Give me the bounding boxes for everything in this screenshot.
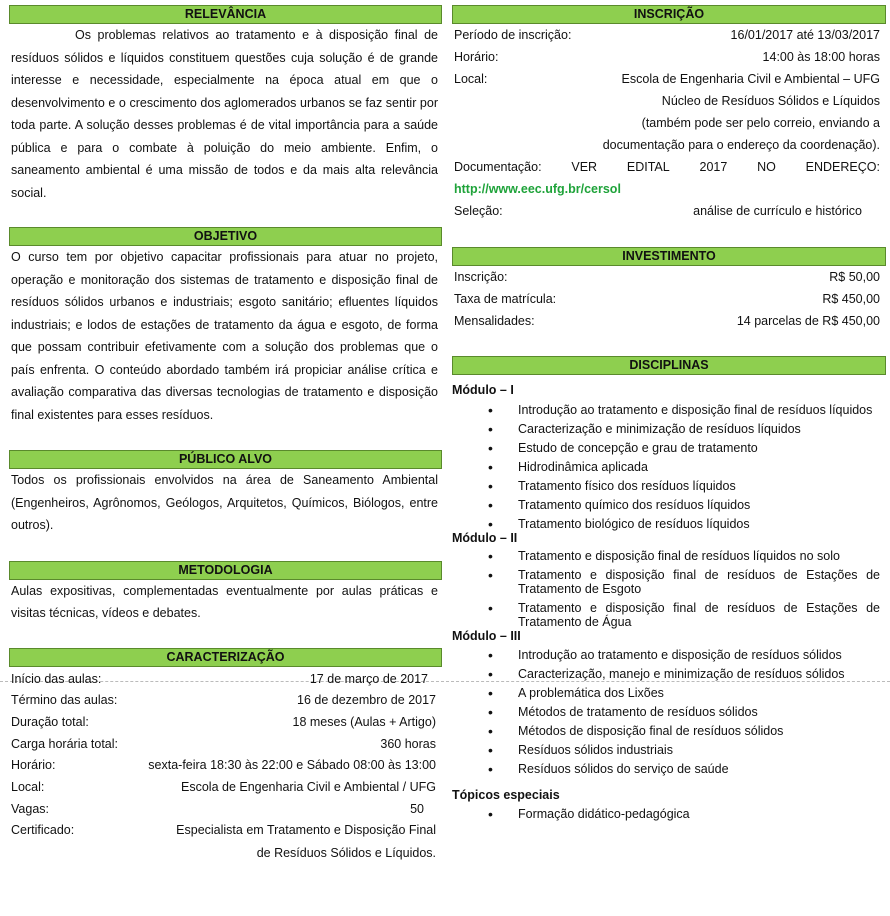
documentacao-word: ENDEREÇO: (805, 160, 880, 174)
inscricao-horario-label: Horário: (454, 50, 499, 64)
certificado-value-line1: Especialista em Tratamento e Disposição Final (176, 823, 436, 838)
selecao-row (452, 200, 886, 222)
section-header-inscricao: INSCRIÇÃO (452, 5, 886, 24)
modulo-3-title: Módulo – III (452, 629, 521, 643)
investimento-inscricao-row (452, 266, 886, 288)
inscricao-local-value: Escola de Engenharia Civil e Ambiental – UFG (621, 72, 880, 86)
documentacao-word: EDITAL (626, 160, 670, 174)
vagas-row (9, 799, 442, 821)
topicos-especiais-list (452, 807, 886, 821)
section-header-publico-alvo: PÚBLICO ALVO (9, 450, 442, 469)
selecao-value: análise de currículo e histórico (693, 204, 862, 218)
carga-value: 360 horas (380, 736, 436, 751)
documentacao-word: 2017 (699, 160, 728, 174)
horario-row (9, 755, 442, 777)
inscricao-local-line2: Núcleo de Resíduos Sólidos e Líquidos (661, 94, 880, 108)
taxa-value: R$ 450,00 (822, 292, 880, 306)
section-header-relevancia: RELEVÂNCIA (9, 5, 442, 24)
publico-alvo-text: Todos os profissionais envolvidos na área de Saneamento Ambiental (Engenheiros, Agrônomos, Geólogos, Arquitetos, Químicos, Biólogos, entre outros). (11, 473, 438, 532)
caracterizacao-list (9, 669, 442, 865)
inicio-value: 17 de março de 2017 (309, 671, 428, 686)
list-item: • Tratamento químico dos resíduos líquidos (452, 498, 886, 512)
carga-row (9, 734, 442, 756)
periodo-value: 16/01/2017 até 13/03/2017 (730, 28, 880, 42)
section-header-disciplinas: DISCIPLINAS (452, 356, 886, 375)
section-header-investimento: INVESTIMENTO (452, 247, 886, 266)
investimento-inscricao-value: R$ 50,00 (829, 270, 880, 284)
list-item: • Tratamento e disposição final de resíduos de Estações de Tratamento de Esgoto (452, 568, 886, 596)
inicio-row (9, 669, 442, 691)
list-item: • Introdução ao tratamento e disposição final de resíduos líquidos (452, 403, 886, 417)
list-item: • Tratamento biológico de resíduos líquidos (452, 517, 886, 531)
termino-value: 16 de dezembro de 2017 (297, 693, 436, 708)
section-header-metodologia: METODOLOGIA (9, 561, 442, 580)
edital-link[interactable]: http://www.eec.ufg.br/cersol (454, 182, 621, 196)
modulo-1-title: Módulo – I (452, 383, 514, 397)
termino-row (9, 690, 442, 712)
duracao-row (9, 712, 442, 734)
inscricao-local-line3: (também pode ser pelo correio, enviando a (641, 116, 880, 130)
periodo-row (452, 24, 886, 46)
list-item: • A problemática dos Lixões (452, 686, 886, 700)
duracao-value: 18 meses (Aulas + Artigo) (292, 714, 436, 729)
inicio-label: Início das aulas: (11, 671, 102, 686)
horario-value: sexta-feira 18:30 às 22:00 e Sábado 08:00 às 13:00 (148, 758, 436, 773)
modulo-2-title: Módulo – II (452, 531, 518, 545)
documentacao-word: VER (571, 160, 598, 174)
taxa-label: Taxa de matrícula: (454, 292, 557, 306)
list-item: • Tratamento e disposição final de resíduos líquidos no solo (452, 549, 886, 563)
vagas-value: 50 (410, 801, 424, 816)
list-item: • Métodos de disposição final de resíduos sólidos (452, 724, 886, 738)
local-row (9, 777, 442, 799)
topicos-especiais-title: Tópicos especiais (452, 788, 560, 802)
termino-label: Término das aulas: (11, 693, 118, 708)
inscricao-local-label: Local: (454, 72, 488, 86)
vagas-label: Vagas: (11, 801, 49, 816)
taxa-row (452, 288, 886, 310)
metodologia-text: Aulas expositivas, complementadas eventualmente por aulas práticas e visitas técnicas, vídeos e debates. (11, 583, 438, 620)
modulo-2-list (452, 549, 886, 629)
left-column (9, 5, 442, 865)
section-header-caracterizacao: CARACTERIZAÇÃO (9, 648, 442, 667)
carga-label: Carga horária total: (11, 736, 119, 751)
inscricao-local-row (452, 68, 886, 90)
list-item: • Caracterização, manejo e minimização de resíduos sólidos (452, 667, 886, 681)
list-item: • Tratamento e disposição final de resíduos de Estações de Tratamento de Água (452, 601, 886, 629)
list-item: • Métodos de tratamento de resíduos sólidos (452, 705, 886, 719)
modulo-3-list (452, 648, 886, 776)
mensalidades-row (452, 310, 886, 332)
inscricao-local-line4: documentação para o endereço da coordenação). (602, 138, 880, 152)
objetivo-text: O curso tem por objetivo capacitar profissionais para atuar no projeto, operação e monitoração dos sistemas de tratamento e disposição final de resíduos sólidos urbanos e industriais; esgoto sanitário; efluentes líquidos industriais; e lodos de estações de tratamento da água e esgoto, de forma que possam contribuir efetivamente com a solução dos problemas que o país enfrenta. O conteúdo abordado também irá propiciar análise crítica e avaliação comparativa das diversas tecnologias de tratamento e disposição final existentes para esses resíduos. (11, 250, 438, 422)
list-item: • Hidrodinâmica aplicada (452, 460, 886, 474)
list-item: • Estudo de concepção e grau de tratamento (452, 441, 886, 455)
list-item: • Caracterização e minimização de resíduos líquidos (452, 422, 886, 436)
list-item: • Resíduos sólidos industriais (452, 743, 886, 757)
selecao-label: Seleção: (454, 204, 503, 218)
list-item: • Tratamento físico dos resíduos líquidos (452, 479, 886, 493)
list-item: • Resíduos sólidos do serviço de saúde (452, 762, 886, 776)
modulo-1-list (452, 403, 886, 531)
certificado-label: Certificado: (11, 823, 75, 838)
certificado-row (9, 820, 442, 842)
relevancia-text: Os problemas relativos ao tratamento e à disposição final de resíduos sólidos e líquidos constituem questões cuja solução é de grande interesse e necessidade, especialmente na época atual em que o desenvolvimento e o crescimento dos aglomerados urbanos se faz sentir por toda parte. A solução desses problemas é de vital importância para a saúde pública e para o combate à poluição do meio ambiente. Enfim, o saneamento ambiental é uma missão de todos e da mais alta relevância social. (11, 28, 438, 200)
mensalidades-label: Mensalidades: (454, 314, 535, 328)
right-column (452, 5, 886, 826)
horario-label: Horário: (11, 758, 56, 773)
investimento-inscricao-label: Inscrição: (454, 270, 508, 284)
local-label: Local: (11, 780, 45, 795)
documentacao-word: NO (757, 160, 776, 174)
inscricao-horario-value: 14:00 às 18:00 horas (762, 50, 880, 64)
section-header-objetivo: OBJETIVO (9, 227, 442, 246)
duracao-label: Duração total: (11, 714, 89, 729)
local-value: Escola de Engenharia Civil e Ambiental / UFG (181, 780, 436, 795)
list-item: • Introdução ao tratamento e disposição de resíduos sólidos (452, 648, 886, 662)
mensalidades-value: 14 parcelas de R$ 450,00 (736, 314, 880, 328)
inscricao-horario-row (452, 46, 886, 68)
documentacao-word: Documentação: (454, 160, 542, 174)
list-item: • Formação didático-pedagógica (452, 807, 886, 821)
certificado-value-line2: de Resíduos Sólidos e Líquidos. (256, 846, 436, 861)
documentacao-row (452, 156, 886, 178)
periodo-label: Período de inscrição: (454, 28, 572, 42)
